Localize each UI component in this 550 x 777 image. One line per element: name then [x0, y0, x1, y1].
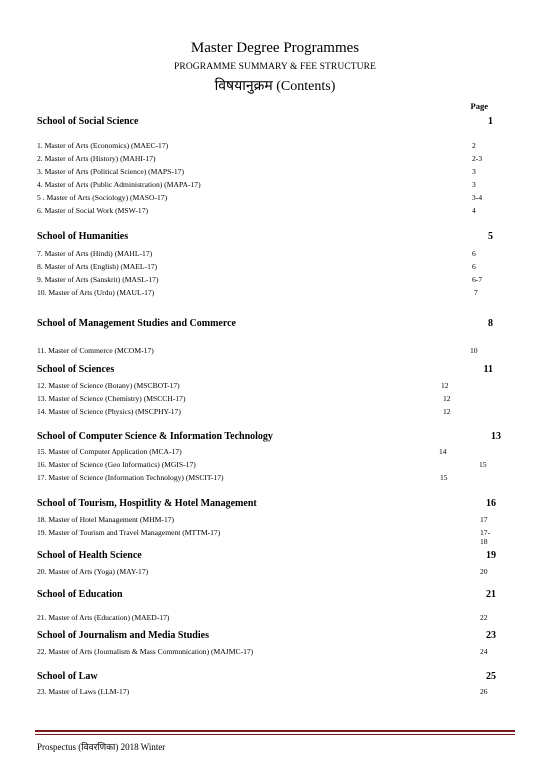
toc-entry[interactable]: 9. Master of Arts (Sanskrit) (MASL-17) 6-7 — [37, 275, 483, 284]
toc-entry[interactable]: 8. Master of Arts (English) (MAEL-17) 6 — [37, 262, 476, 271]
section-tourism — [37, 498, 496, 546]
toc-entry[interactable]: 23. Master of Laws (LLM-17) 26 — [37, 687, 488, 696]
section-heading — [37, 231, 493, 245]
section-management-commerce — [37, 318, 493, 359]
toc-entry[interactable]: 16. Master of Science (Geo Informatics) (MGIS-17) 15 — [37, 460, 487, 469]
section-heading — [37, 116, 493, 130]
section-law — [37, 671, 496, 700]
section-computer-science — [37, 431, 501, 486]
section-page: 25 — [486, 671, 496, 682]
section-social-science — [37, 116, 493, 219]
section-page: 16 — [486, 498, 496, 509]
document-title: Master Degree Programmes — [190, 40, 360, 56]
toc-entry[interactable]: 22. Master of Arts (Journalism & Mass Communication) (MAJMC-17) 24 — [37, 647, 488, 656]
section-title: School of Journalism and Media Studies — [37, 630, 209, 641]
section-title: School of Computer Science & Information Technology — [37, 431, 273, 442]
section-heading — [37, 550, 496, 564]
section-title: School of Education — [37, 589, 123, 600]
section-page: 8 — [488, 318, 493, 329]
section-page: 5 — [488, 231, 493, 242]
section-heading — [37, 671, 496, 685]
toc-entry[interactable]: 20. Master of Arts (Yoga) (MAY-17) 20 — [37, 567, 488, 576]
toc-entry[interactable]: 1. Master of Arts (Economics) (MAEC-17) 2 — [37, 141, 476, 150]
toc-entry[interactable]: 14. Master of Science (Physics) (MSCPHY-17) 12 — [37, 407, 451, 416]
toc-entry[interactable]: 19. Master of Tourism and Travel Management (MTTM-17) 17-18 — [37, 528, 491, 546]
section-heading — [37, 364, 493, 378]
section-sciences — [37, 364, 493, 420]
section-page: 11 — [483, 364, 493, 375]
footer-divider — [35, 730, 515, 732]
section-title: School of Tourism, Hospitlity & Hotel Management — [37, 498, 257, 509]
toc-entry[interactable]: 2. Master of Arts (History) (MAHI-17) 2-3 — [37, 154, 483, 163]
footer-text: Prospectus (विवरणिका) 2018 Winter — [37, 742, 166, 752]
toc-entry[interactable]: 6. Master of Social Work (MSW-17) 4 — [37, 206, 476, 215]
section-title: School of Humanities — [37, 231, 129, 242]
section-page: 21 — [486, 589, 496, 600]
section-title: School of Management Studies and Commerce — [37, 318, 236, 329]
section-heading — [37, 431, 501, 445]
contents-heading: विषयानुक्रम (Contents) — [214, 79, 336, 94]
page-column-label: Page — [470, 101, 488, 111]
toc-entry[interactable]: 7. Master of Arts (Hindi) (MAHL-17) 6 — [37, 249, 476, 258]
section-education — [37, 589, 496, 626]
toc-entry[interactable]: 5 . Master of Arts (Sociology) (MASO-17) 3-4 — [37, 193, 483, 202]
toc-entry[interactable]: 21. Master of Arts (Education) (MAED-17) 22 — [37, 613, 488, 622]
section-title: School of Health Science — [37, 550, 142, 561]
section-page: 1 — [488, 116, 493, 127]
section-title: School of Sciences — [37, 364, 115, 375]
footer-divider-thin — [35, 734, 515, 735]
section-heading — [37, 630, 496, 644]
section-health-science — [37, 550, 496, 580]
section-humanities — [37, 231, 493, 301]
section-heading — [37, 498, 496, 512]
section-page: 19 — [486, 550, 496, 561]
section-page: 13 — [491, 431, 501, 442]
section-heading — [37, 589, 496, 603]
toc-entry[interactable]: 13. Master of Science (Chemistry) (MSCCH-17) 12 — [37, 394, 451, 403]
toc-entry[interactable]: 3. Master of Arts (Political Science) (MAPS-17) 3 — [37, 167, 476, 176]
section-journalism — [37, 630, 496, 660]
toc-entry[interactable]: 17. Master of Science (Information Technology) (MSCIT-17) 15 — [37, 473, 448, 482]
toc-entry[interactable]: 12. Master of Science (Botany) (MSCBOT-17) 12 — [37, 381, 449, 390]
section-title: School of Law — [37, 671, 98, 682]
document-subtitle: PROGRAMME SUMMARY & FEE STRUCTURE — [174, 62, 376, 72]
toc-entry[interactable]: 11. Master of Commerce (MCOM-17) 10 — [37, 346, 478, 355]
section-page: 23 — [486, 630, 496, 641]
toc-entry[interactable]: 18. Master of Hotel Management (MHM-17) 17 — [37, 515, 488, 524]
section-heading — [37, 318, 493, 332]
toc-entry[interactable]: 10. Master of Arts (Urdu) (MAUL-17) 7 — [37, 288, 478, 297]
toc-entry[interactable]: 15. Master of Computer Application (MCA-17) 14 — [37, 447, 447, 456]
toc-entry[interactable]: 4. Master of Arts (Public Administration) (MAPA-17) 3 — [37, 180, 476, 189]
section-title: School of Social Science — [37, 116, 139, 127]
